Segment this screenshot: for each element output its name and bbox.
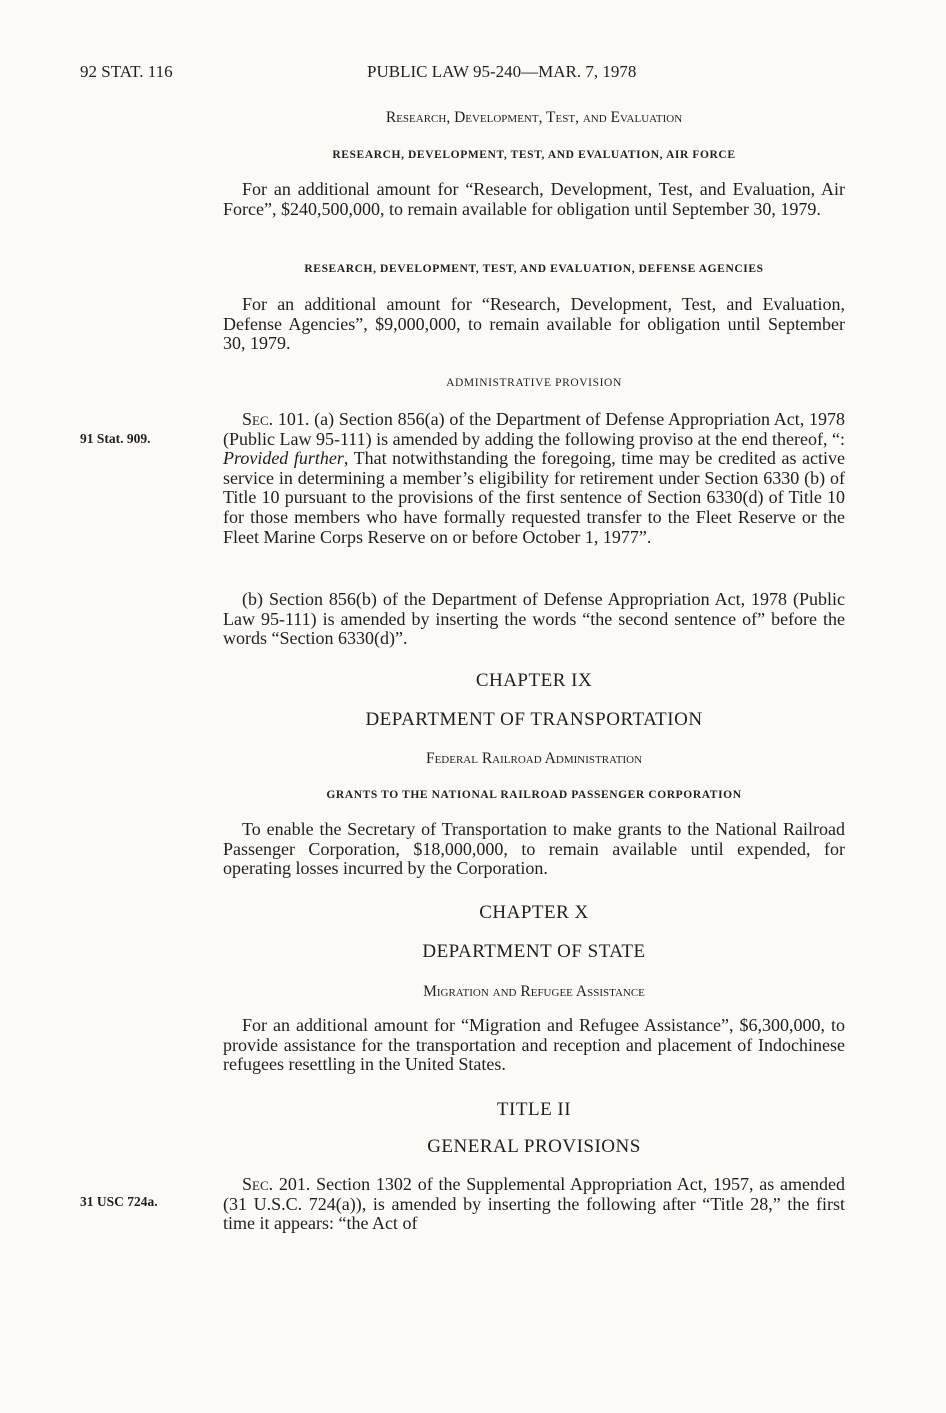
sec-101-a-italic: Provided further	[223, 448, 344, 469]
dept-transportation-heading: DEPARTMENT OF TRANSPORTATION	[365, 709, 703, 730]
paragraph-defense-agencies: For an additional amount for “Research, Development, Test, and Evaluation, Defense Agencies”, $9,000,000, to remain available for obligation until September 30, 1979.	[223, 294, 845, 354]
dept-state-heading: DEPARTMENT OF STATE	[422, 941, 646, 962]
subheading-air-force: RESEARCH, DEVELOPMENT, TEST, AND EVALUATION, AIR FORCE	[332, 149, 736, 161]
paragraph-air-force: For an additional amount for “Research, Development, Test, and Evaluation, Air Force”, $240,500,000, to remain available for obligation until September 30, 1979.	[223, 179, 845, 219]
subheading-administrative-provision: ADMINISTRATIVE PROVISION	[446, 377, 622, 389]
sec-label: Sec.	[242, 409, 274, 429]
subheading-amtrak-grants: GRANTS TO THE NATIONAL RAILROAD PASSENGER CORPORATION	[326, 789, 742, 801]
paragraph-amtrak-grants: To enable the Secretary of Transportation to make grants to the National Railroad Passenger Corporation, $18,000,000, to remain available until expended, for operating losses incurred by the Corporation.	[223, 819, 845, 879]
statute-page-number: 92 STAT. 116	[80, 62, 173, 81]
sec-101-a-text-2: , That notwithstanding the foregoing, time may be credited as active service in determining a member’s eligibility for retirement under Section 6330 (b) of Title 10 pursuant to the provisions of the first sentence of Section 6330(d) of Title 10 for those members who have formally requested transfer to the Fleet Reserve or the Fleet Marine Corps Reserve on or before October 1, 1977”.	[223, 448, 845, 547]
paragraph-sec-101-a	[223, 410, 845, 547]
chapter-ix-heading: CHAPTER IX	[475, 670, 593, 691]
chapter-x-heading: CHAPTER X	[479, 902, 589, 923]
subheading-defense-agencies: RESEARCH, DEVELOPMENT, TEST, AND EVALUATION, DEFENSE AGENCIES	[304, 263, 764, 275]
agency-frra-heading: Federal Railroad Administration	[425, 750, 643, 767]
paragraph-sec-101-b: (b) Section 856(b) of the Department of Defense Appropriation Act, 1978 (Public Law 95-111) is amended by inserting the words “the second sentence of” before the words “Section 6330(d)”.	[223, 589, 845, 649]
general-provisions-heading: GENERAL PROVISIONS	[427, 1136, 641, 1157]
sec-201-text: 201. Section 1302 of the Supplemental Appropriation Act, 1957, as amended (31 U.S.C. 724(a)), is amended by inserting the following after “Title 28,” the first time it appears: “the Act of	[223, 1174, 845, 1234]
section-title-rdte: Research, Development, Test, and Evaluation	[385, 109, 683, 126]
agency-migration-heading: Migration and Refugee Assistance	[423, 983, 645, 1000]
paragraph-migration-refugee: For an additional amount for “Migration and Refugee Assistance”, $6,300,000, to provide assistance for the transportation and reception and placement of Indochinese refugees resettling in the United States.	[223, 1015, 845, 1075]
title-ii-heading: TITLE II	[496, 1099, 572, 1120]
margin-note-91-stat: 91 Stat. 909.	[80, 431, 151, 446]
paragraph-sec-201	[223, 1175, 845, 1234]
margin-note-31-usc: 31 USC 724a.	[80, 1194, 158, 1209]
running-title: PUBLIC LAW 95-240—MAR. 7, 1978	[367, 62, 637, 81]
sec-label: Sec.	[242, 1174, 274, 1194]
sec-101-a-text-1: 101. (a) Section 856(a) of the Department of Defense Appropriation Act, 1978 (Public Law 95-111) is amended by adding the following proviso at the end thereof, “:	[223, 409, 846, 449]
page-header	[80, 62, 846, 86]
